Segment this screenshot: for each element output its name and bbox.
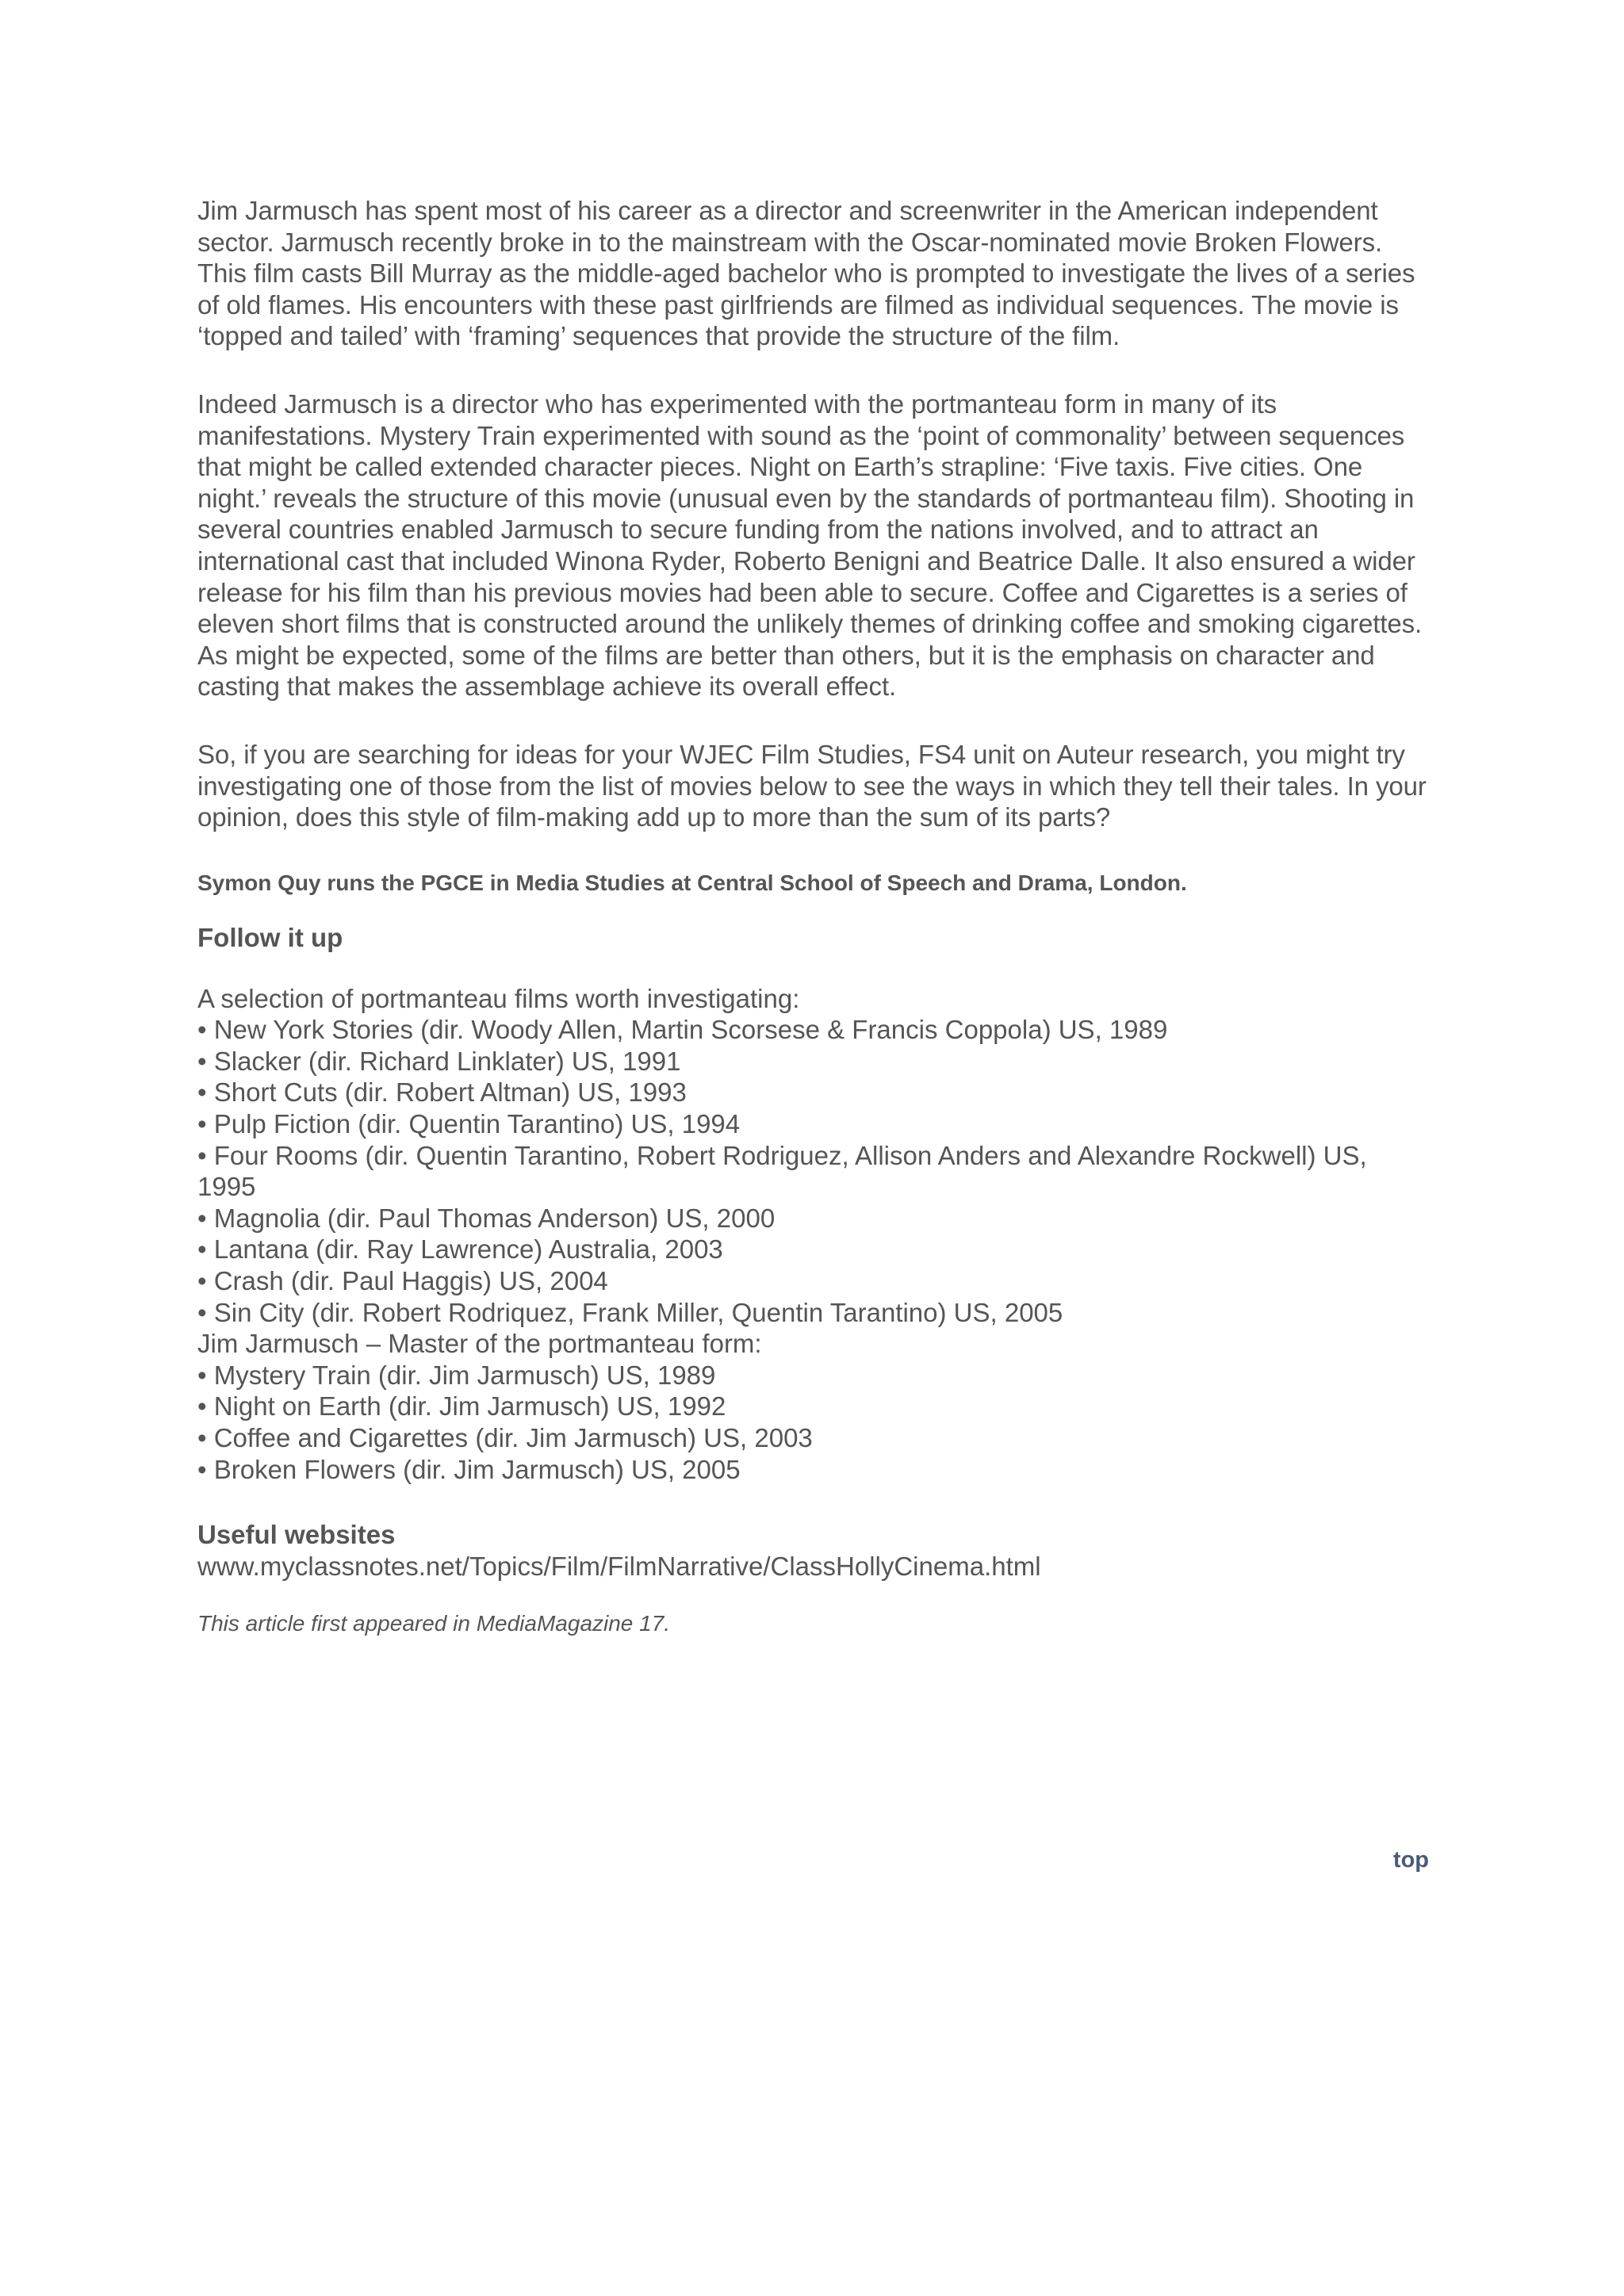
list-item: • Short Cuts (dir. Robert Altman) US, 1993 — [197, 1077, 687, 1108]
list-item: • Coffee and Cigarettes (dir. Jim Jarmusch) US, 2003 — [197, 1423, 813, 1452]
article-paragraph-2: Indeed Jarmusch is a director who has experimented with the portmanteau form in many of its manifestations. Mystery Train experimented with sound as the ‘point of commonality’ between sequences that might be called extended character pieces. Night on Earth’s strapline: ‘Five taxis. Five cities. One night.’ reveals the structure of this movie (unusual even by the standards of portmanteau film). Shooting in several countries enabled Jarmusch to secure funding from the nations involved, and to attract an international cast that included Winona Ryder, Roberto Benigni and Beatrice Dalle. It also ensured a wider release for his film than his previous movies had been able to secure. Coffee and Cigarettes is a series of eleven short films that is constructed around the unlikely themes of drinking coffee and smoking cigarettes. As might be expected, some of the films are better than others, but it is the emphasis on character and casting that makes the assemblage achieve its overall effect. — [197, 388, 1423, 702]
article-page — [197, 195, 1431, 1640]
list-item: • Magnolia (dir. Paul Thomas Anderson) US, 2000 — [197, 1203, 776, 1233]
list-item: • Night on Earth (dir. Jim Jarmusch) US, 1992 — [197, 1391, 726, 1422]
useful-websites-heading: Useful websites — [197, 1520, 396, 1550]
list-item: • Sin City (dir. Robert Rodriquez, Frank Miller, Quentin Tarantino) US, 2005 — [197, 1297, 1063, 1327]
list-item: • Pulp Fiction (dir. Quentin Tarantino) US, 1994 — [197, 1109, 741, 1139]
list-item: • Mystery Train (dir. Jim Jarmusch) US, 1989 — [197, 1360, 716, 1390]
article-paragraph-1: Jim Jarmusch has spent most of his career as a director and screenwriter in the American independent sector. Jarmusch recently broke in to the mainstream with the Oscar-nominated movie Broken Flowers. This film casts Bill Murray as the middle-aged bachelor who is prompted to investigate the lives of a series of old flames. His encounters with these past girlfriends are filmed as individual sequences. The movie is ‘topped and tailed’ with ‘framing’ sequences that provide the structure of the film. — [197, 196, 1415, 351]
follow-it-up-heading: Follow it up — [197, 922, 343, 952]
jarmusch-list-heading: Jim Jarmusch – Master of the portmanteau form: — [197, 1329, 762, 1359]
list-item: • New York Stories (dir. Woody Allen, Martin Scorsese & Francis Coppola) US, 1989 — [197, 1015, 1168, 1045]
list-item: • Crash (dir. Paul Haggis) US, 2004 — [197, 1266, 608, 1296]
film-list-intro: A selection of portmanteau films worth investigating: — [197, 983, 800, 1013]
list-item: • Slacker (dir. Richard Linklater) US, 1991 — [197, 1046, 681, 1076]
film-list — [197, 983, 1431, 1486]
list-item: • Four Rooms (dir. Quentin Tarantino, Robert Rodriguez, Allison Anders and Alexandre Rockwell) US, 1995 — [197, 1140, 1367, 1202]
list-item: • Broken Flowers (dir. Jim Jarmusch) US, 2005 — [197, 1454, 741, 1484]
article-paragraph-3: So, if you are searching for ideas for your WJEC Film Studies, FS4 unit on Auteur research, you might try investigating one of those from the list of movies below to see the ways in which they tell their tales. In your opinion, does this style of film-making add up to more than the sum of its parts? — [197, 739, 1427, 832]
website-url-link[interactable]: www.myclassnotes.net/Topics/Film/FilmNarrative/ClassHollyCinema.html — [197, 1552, 1041, 1582]
list-item: • Lantana (dir. Ray Lawrence) Australia, 2003 — [197, 1234, 723, 1265]
author-byline: Symon Quy runs the PGCE in Media Studies at Central School of Speech and Drama, London. — [197, 870, 1187, 895]
article-footnote: This article first appeared in MediaMagazine 17. — [197, 1611, 671, 1636]
back-to-top-link[interactable]: top — [1392, 1847, 1429, 1873]
